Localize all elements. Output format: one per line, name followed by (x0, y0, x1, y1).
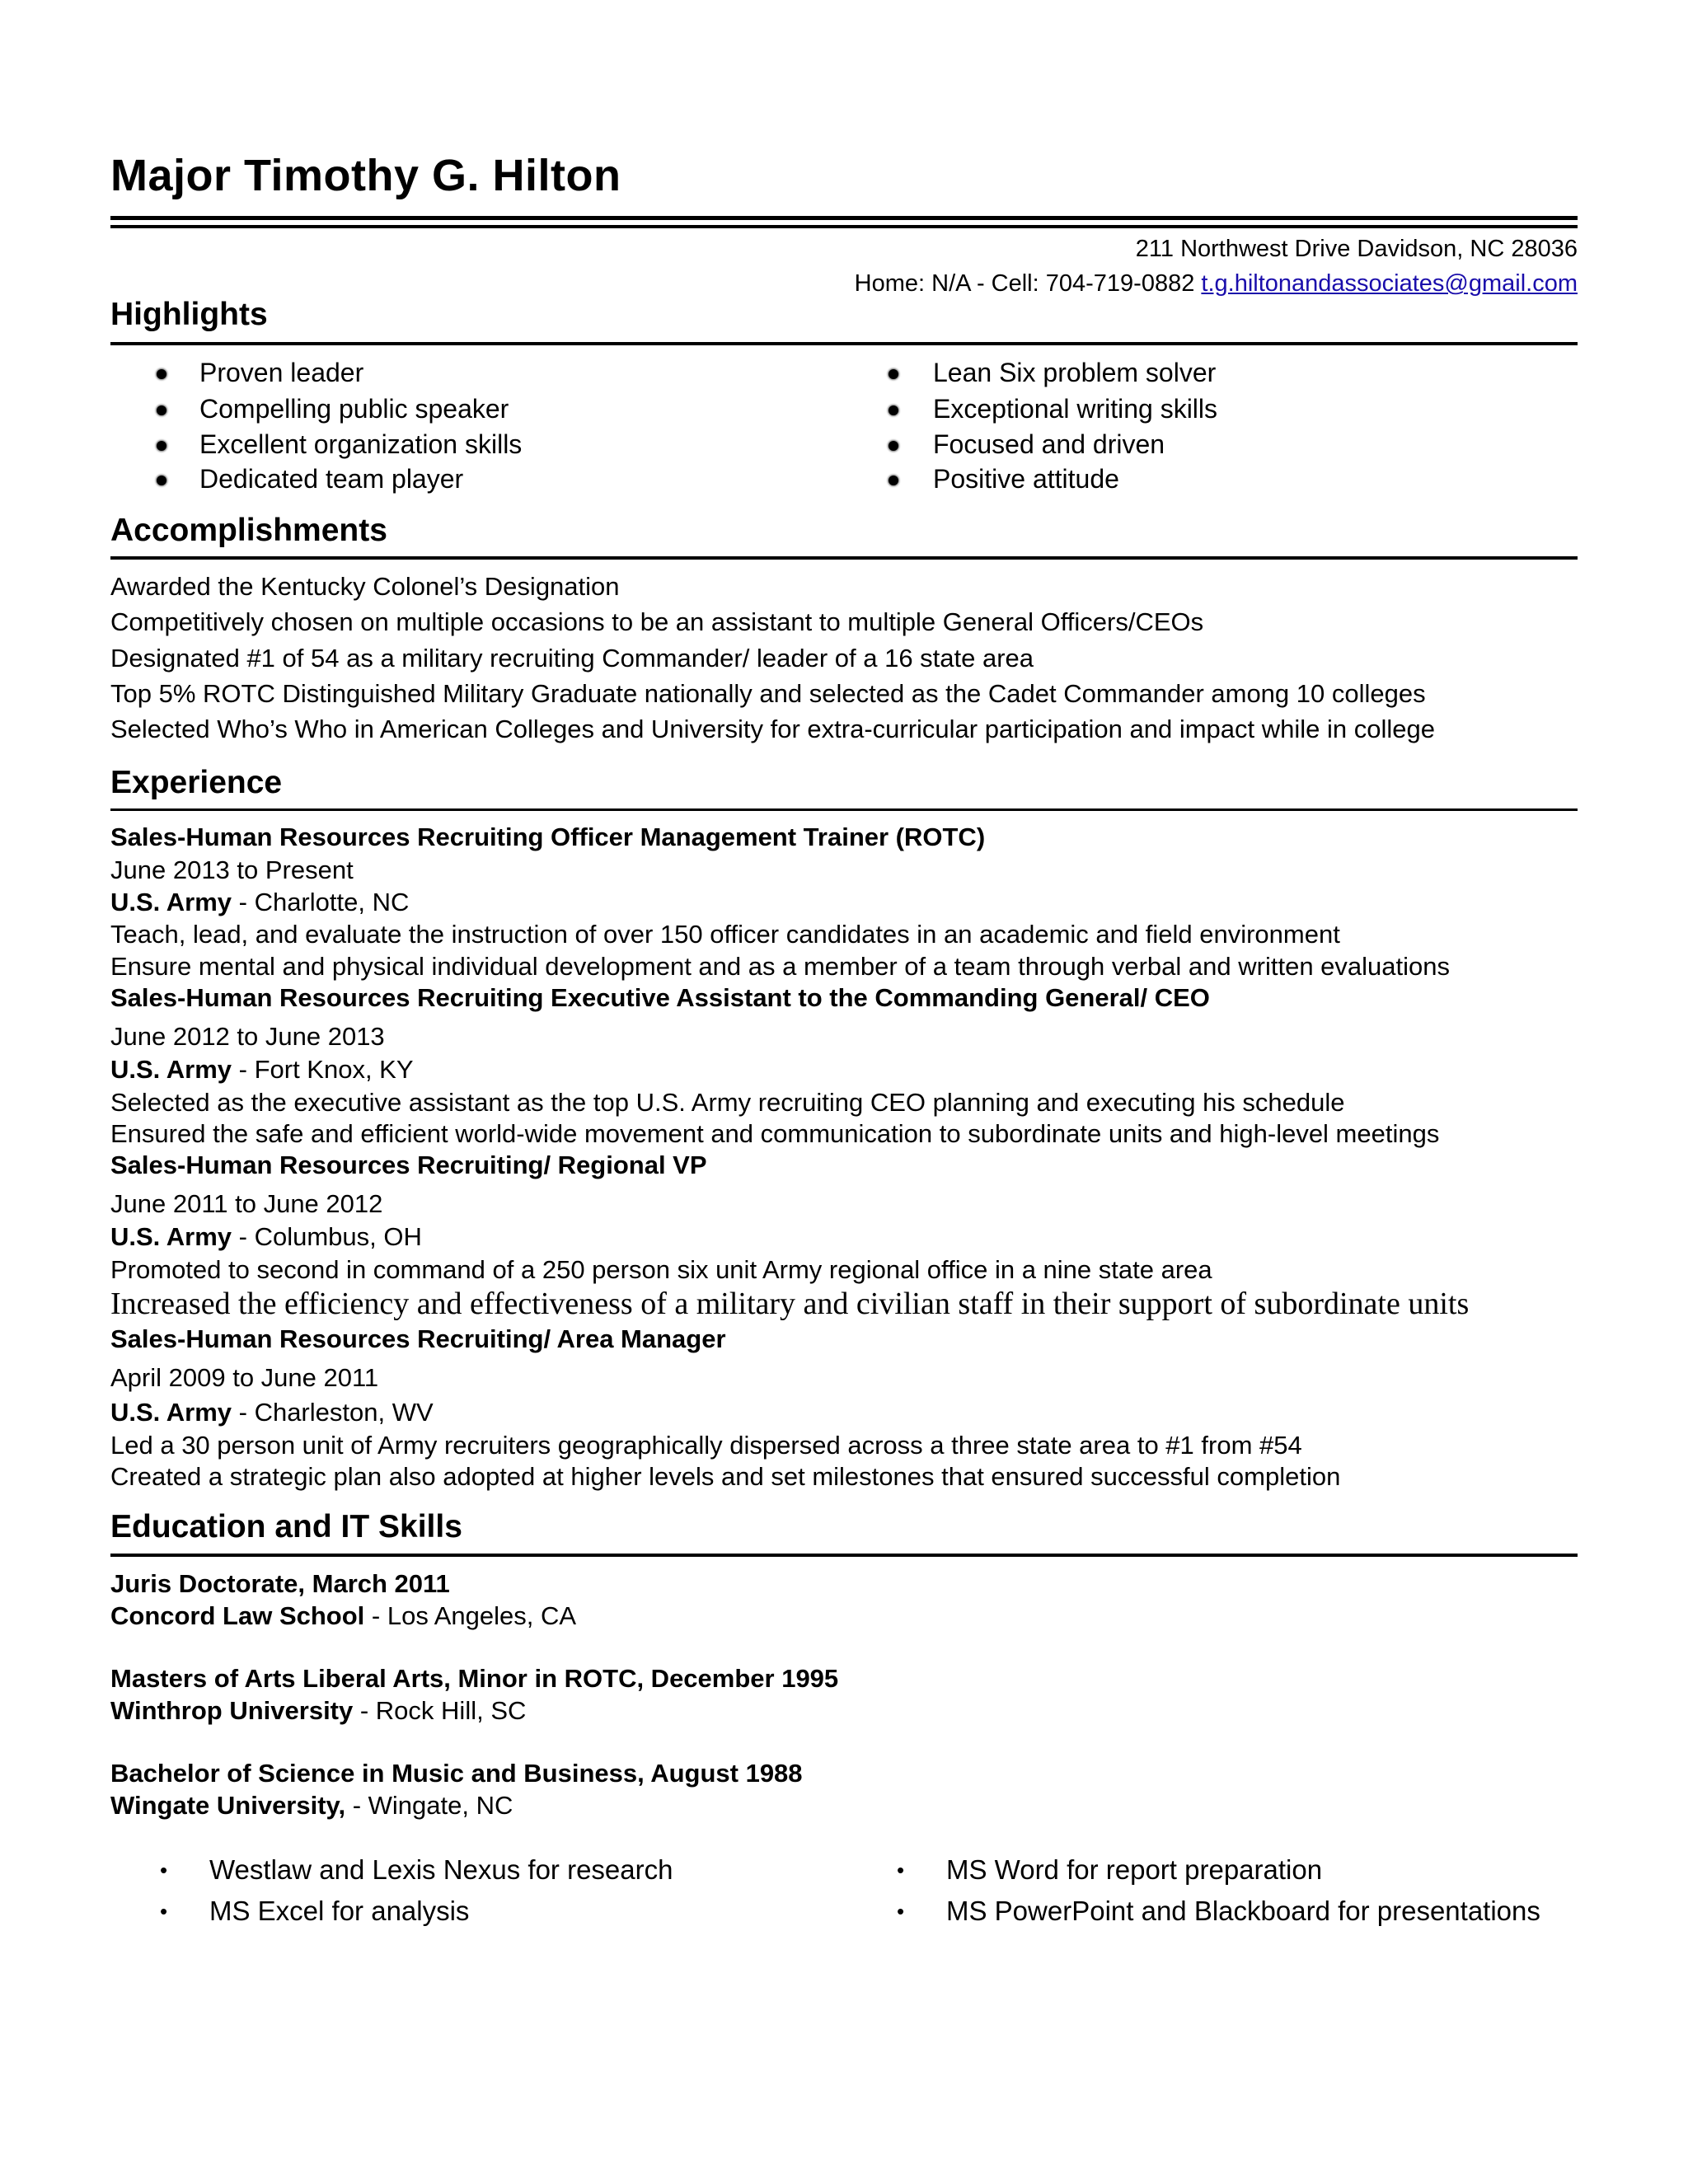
job-title: Sales-Human Resources Recruiting/ Regional VP (110, 1151, 707, 1179)
accomplishment-item: Awarded the Kentucky Colonel’s Designation (110, 572, 620, 601)
job-dates: June 2013 to Present (110, 855, 354, 884)
school-line (110, 1696, 526, 1726)
job-employer (110, 1398, 434, 1427)
bullet-icon (157, 369, 166, 379)
accomplishment-item: Top 5% ROTC Distinguished Military Graduate nationally and selected as the Cadet Commander among 10 colleges (110, 679, 1426, 708)
school-name: Concord Law School (110, 1601, 365, 1630)
employer-location: - Fort Knox, KY (232, 1055, 414, 1084)
job-duty: Ensure mental and physical individual development and as a member of a team through verbal and written evaluations (110, 952, 1451, 981)
skill-item: MS PowerPoint and Blackboard for presentations (946, 1896, 1540, 1926)
employer-name: U.S. Army (110, 888, 232, 916)
highlight-item: Dedicated team player (199, 464, 464, 494)
employer-name: U.S. Army (110, 1222, 232, 1251)
highlight-item: Compelling public speaker (199, 394, 509, 424)
job-title: Sales-Human Resources Recruiting/ Area Manager (110, 1324, 726, 1353)
bullet-icon (889, 441, 898, 451)
school-name: Winthrop University (110, 1696, 354, 1725)
school-name: Wingate University, (110, 1791, 346, 1820)
bullet-icon: • (897, 1858, 905, 1882)
contact-phone-email (855, 270, 1578, 298)
employer-location: - Charleston, WV (232, 1398, 434, 1427)
employer-name: U.S. Army (110, 1055, 232, 1084)
highlight-item: Proven leader (199, 358, 364, 387)
highlight-item: Excellent organization skills (199, 429, 523, 459)
accomplishment-item: Competitively chosen on multiple occasions to be an assistant to multiple General Officers/CEOs (110, 607, 1204, 636)
employer-name: U.S. Army (110, 1398, 232, 1427)
degree: Masters of Arts Liberal Arts, Minor in ROTC, December 1995 (110, 1664, 839, 1693)
accomplishments-heading: Accomplishments (110, 513, 387, 548)
bullet-icon (157, 405, 166, 415)
highlight-item: Positive attitude (933, 464, 1119, 494)
bullet-icon: • (160, 1858, 168, 1882)
job-duty: Ensured the safe and efficient world-wide movement and communication to subordinate units and high-level meetings (110, 1119, 1440, 1148)
education-rule (110, 1554, 1578, 1557)
job-employer (110, 1222, 422, 1252)
highlight-item: Focused and driven (933, 429, 1165, 459)
degree: Juris Doctorate, March 2011 (110, 1569, 450, 1598)
school-location: - Rock Hill, SC (353, 1696, 527, 1725)
job-duty: Increased the efficiency and effectiveness of a military and civilian staff in their support of subordinate units (110, 1286, 1470, 1321)
job-duty: Created a strategic plan also adopted at higher levels and set milestones that ensured successful completion (110, 1462, 1341, 1491)
highlights-heading: Highlights (110, 297, 268, 332)
contact-address: 211 Northwest Drive Davidson, NC 28036 (1135, 236, 1578, 262)
contact-email-link[interactable]: t.g.hiltonandassociates@gmail.com (1201, 270, 1578, 297)
highlight-item: Exceptional writing skills (933, 394, 1218, 424)
job-dates: June 2012 to June 2013 (110, 1022, 385, 1051)
skill-item: MS Excel for analysis (209, 1896, 470, 1926)
highlights-rule (110, 342, 1578, 345)
employer-location: - Charlotte, NC (232, 888, 410, 916)
job-duty: Promoted to second in command of a 250 person six unit Army regional office in a nine state area (110, 1255, 1212, 1284)
school-location: - Wingate, NC (345, 1791, 513, 1820)
job-title: Sales-Human Resources Recruiting Executive Assistant to the Commanding General/ CEO (110, 983, 1210, 1012)
employer-location: - Columbus, OH (232, 1222, 422, 1251)
school-location: - Los Angeles, CA (364, 1601, 577, 1630)
job-title: Sales-Human Resources Recruiting Officer Management Trainer (ROTC) (110, 823, 986, 851)
school-line (110, 1601, 576, 1631)
job-duty: Teach, lead, and evaluate the instruction of over 150 officer candidates in an academic and field environment (110, 920, 1340, 949)
school-line (110, 1791, 513, 1821)
bullet-icon (157, 476, 166, 485)
bullet-icon: • (160, 1899, 168, 1924)
skill-item: MS Word for report preparation (946, 1854, 1323, 1885)
job-dates: June 2011 to June 2012 (110, 1189, 383, 1218)
bullet-icon (889, 369, 898, 379)
accomplishment-item: Selected Who’s Who in American Colleges and University for extra-curricular participation and impact while in college (110, 715, 1435, 743)
bullet-icon: • (897, 1899, 905, 1924)
contact-phone: Home: N/A - Cell: 704-719-0882 (854, 270, 1202, 297)
job-employer (110, 1055, 414, 1085)
education-heading: Education and IT Skills (110, 1509, 462, 1544)
candidate-name: Major Timothy G. Hilton (110, 151, 621, 200)
highlight-item: Lean Six problem solver (933, 358, 1217, 387)
skill-item: Westlaw and Lexis Nexus for research (209, 1854, 673, 1885)
degree: Bachelor of Science in Music and Business, August 1988 (110, 1759, 803, 1788)
bullet-icon (157, 441, 166, 451)
accomplishment-item: Designated #1 of 54 as a military recruiting Commander/ leader of a 16 state area (110, 644, 1034, 673)
experience-heading: Experience (110, 765, 283, 800)
accomplishments-rule (110, 556, 1578, 560)
bullet-icon (889, 476, 898, 485)
resume-page (110, 0, 1578, 2184)
job-employer (110, 888, 409, 917)
header-double-rule (110, 216, 1578, 230)
experience-rule (110, 808, 1578, 811)
job-duty: Led a 30 person unit of Army recruiters geographically dispersed across a three state area to #1 from #54 (110, 1431, 1302, 1460)
bullet-icon (889, 405, 898, 415)
job-dates: April 2009 to June 2011 (110, 1363, 379, 1392)
job-duty: Selected as the executive assistant as the top U.S. Army recruiting CEO planning and executing his schedule (110, 1088, 1345, 1117)
